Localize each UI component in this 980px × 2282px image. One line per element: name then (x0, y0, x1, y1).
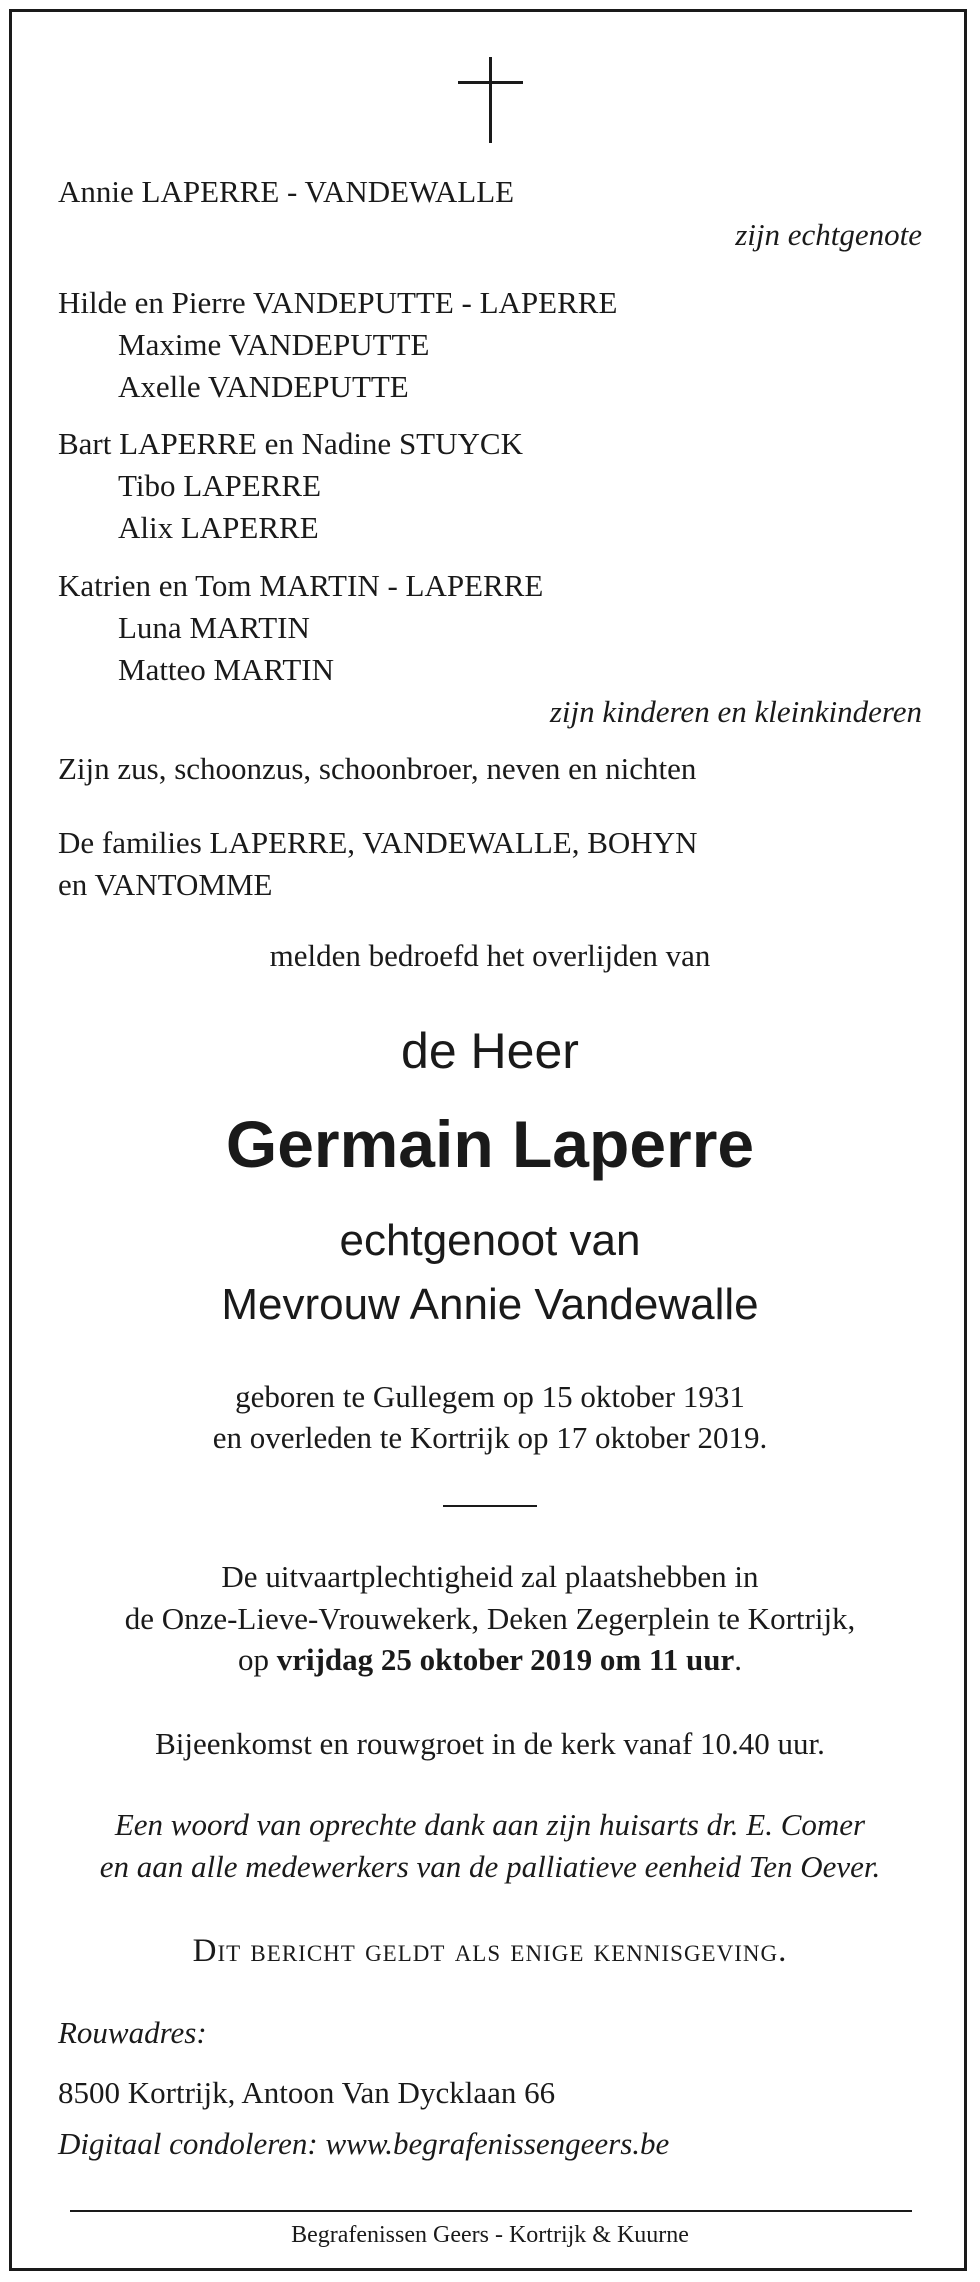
child-1: Hilde en Pierre VANDEPUTTE - LAPERRE (58, 285, 618, 320)
grandchild-3b: Matteo MARTIN (118, 652, 334, 687)
funeral-line-3 (0, 1639, 980, 1681)
deceased-name: Germain Laperre (225, 1107, 755, 1181)
undertaker-footer: Begrafenissen Geers - Kortrijk & Kuurne (291, 2222, 689, 2248)
funeral-date-suffix: . (734, 1642, 743, 1677)
widow-name: Annie LAPERRE - VANDEWALLE (58, 174, 515, 209)
death-line: en overleden te Kortrijk op 17 oktober 2019. (212, 1420, 768, 1455)
announcement-intro: melden bedroefd het overlijden van (269, 938, 711, 973)
address-line: 8500 Kortrijk, Antoon Van Dycklaan 66 (58, 2075, 556, 2110)
thanks-line-2: en aan alle medewerkers van de palliatieve eenheid Ten Oever. (99, 1849, 881, 1884)
grandchild-2a: Tibo LAPERRE (118, 468, 321, 503)
grandchild-1b: Axelle VANDEPUTTE (118, 369, 409, 404)
funeral-date: vrijdag 25 oktober 2019 om 11 uur (276, 1642, 735, 1677)
funeral-line-2: de Onze-Lieve-Vrouwekerk, Deken Zegerplein te Kortrijk, (124, 1601, 856, 1636)
rouwadres-label: Rouwadres: (58, 2015, 207, 2050)
spouse-label: echtgenoot van (339, 1216, 641, 1265)
deceased-title: de Heer (401, 1023, 579, 1079)
birth-line: geboren te Gullegem op 15 oktober 1931 (235, 1379, 745, 1414)
grandchild-1a: Maxime VANDEPUTTE (118, 327, 430, 362)
widow-role: zijn echtgenote (735, 217, 922, 252)
grandchild-2b: Alix LAPERRE (118, 510, 319, 545)
siblings-line: Zijn zus, schoonzus, schoonbroer, neven en nichten (58, 751, 697, 786)
child-2: Bart LAPERRE en Nadine STUYCK (58, 426, 523, 461)
footer-rule (70, 2210, 912, 2212)
funeral-date-prefix: op (237, 1642, 277, 1677)
children-role: zijn kinderen en kleinkinderen (549, 694, 922, 729)
notice-line: Dit bericht geldt als enige kennisgeving. (192, 1933, 788, 1969)
thanks-line-1: Een woord van oprechte dank aan zijn huisarts dr. E. Comer (114, 1807, 866, 1842)
families-line-2: en VANTOMME (58, 867, 273, 902)
spouse-name: Mevrouw Annie Vandewalle (221, 1280, 759, 1329)
condolence-line: Digitaal condoleren: www.begrafenissengeers.be (58, 2126, 670, 2161)
gathering-line: Bijeenkomst en rouwgroet in de kerk vanaf 10.40 uur. (155, 1726, 825, 1761)
grandchild-3a: Luna MARTIN (118, 610, 310, 645)
funeral-line-1: De uitvaartplechtigheid zal plaatshebben in (221, 1559, 759, 1594)
child-3: Katrien en Tom MARTIN - LAPERRE (58, 568, 544, 603)
families-line-1: De families LAPERRE, VANDEWALLE, BOHYN (58, 825, 698, 860)
divider-rule (443, 1505, 537, 1507)
